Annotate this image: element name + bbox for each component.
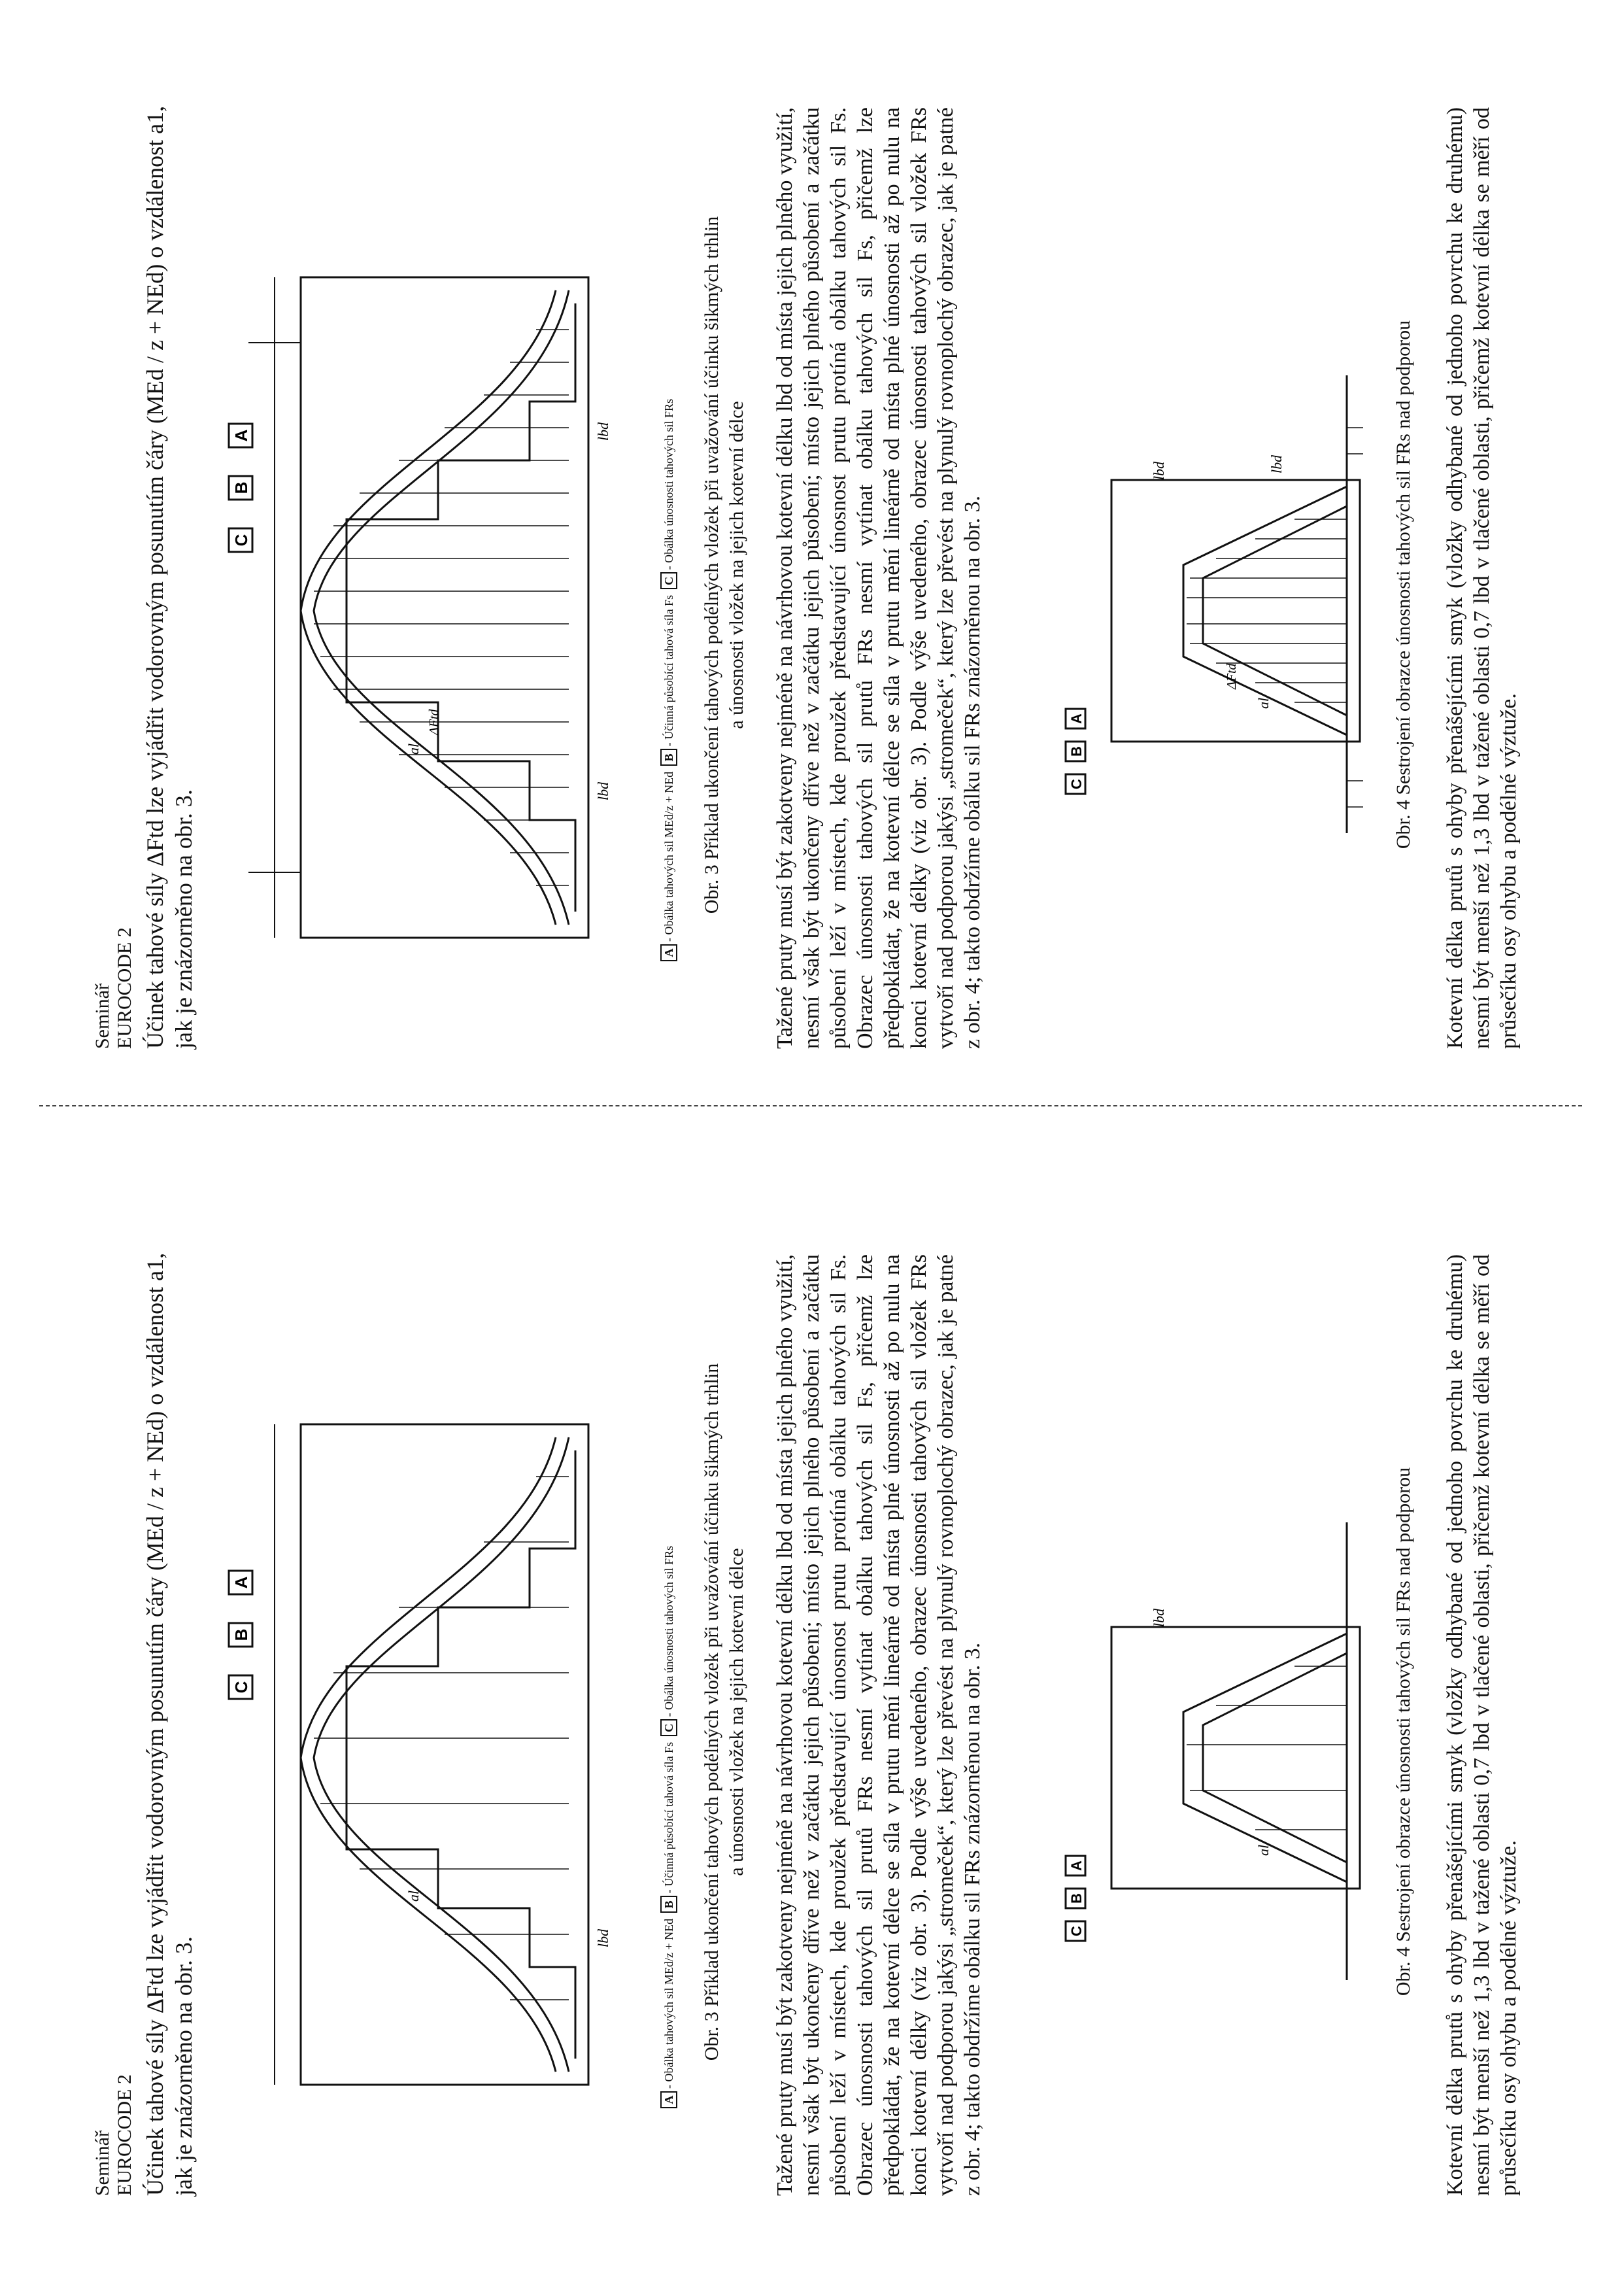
fig3b-lbd-label: lbd (595, 1928, 611, 1947)
page-header-2 (92, 2074, 136, 2196)
legend2-text-c: - Obálka únosnosti tahových sil FRs (662, 1545, 675, 1717)
fig4b-label-a: A (1068, 1860, 1085, 1871)
fig3b-label-c: C (231, 1681, 251, 1694)
fig4-dft-label: ΔFtd (1225, 663, 1239, 689)
fig4-label-a: A (1068, 713, 1085, 724)
legend-text-b: - Účinná působící tahová síla Fs (662, 594, 675, 747)
header-seminar: Seminář (92, 984, 113, 1049)
legend-box-a: A (660, 944, 677, 961)
fig4-caption: Obr. 4 Sestrojení obrazce únosnosti tahových sil FRs nad podporou (1393, 320, 1414, 849)
intro-paragraph: Účinek tahové síly ΔFtd lze vyjádřit vodorovným posunutím čáry (MEd / z + NEd) o vzdálenost a1, jak je znázorněno na obr. 3. (142, 105, 197, 1049)
legend2-box-a: A (660, 2091, 677, 2108)
body-paragraph-anchorage: Tažené pruty musí být zakotveny nejméně na návrhovou kotevní délku lbd od místa jejich plného využití, nesmí však být ukončeny dříve než v začátku jejich působení; místo jejich plného působení a začátku působení leží v místech, kde proužek představující únosnost prutu protíná obálku tahových sil Fs. Obrazec únosnosti tahových sil prutů FRs nesmí vytínat obálku tahových sil Fs, přičemž lze předpokládat, že na kotevní délce se síla v prutu mění lineárně od místa plné únosnosti až po nulu na konci kotevní délky (viz obr. 3). Podle výše uvedeného, obrazec únosnosti tahových sil vložek FRs vytvoří nad podporou jakýsi „stromeček“, který lze převést na plynulý rovnoplochý obrazec, jak je patné z obr. 4; takto obdržíme obálku sil FRs znázorněnou na obr. 3. (773, 107, 985, 1049)
fig3b-label-a: A (231, 1576, 251, 1589)
fig3-dft-label: ΔFtd (427, 709, 441, 735)
fig3-caption-2-line2: a únosnosti vložek na jejich kotevní délce (726, 1548, 747, 1876)
fig3-caption-line1: Obr. 3 Příklad ukončení tahových podélných vložek při uvažování účinku šikmých trhlin (701, 216, 722, 914)
fig3-caption (700, 114, 749, 1016)
document-page-2 (0, 1147, 1624, 2294)
legend-box-b: B (660, 749, 677, 766)
fig4-caption-2: Obr. 4 Sestrojení obrazce únosnosti tahových sil FRs nad podporou (1393, 1467, 1414, 1996)
fig3-caption-2-line1: Obr. 3 Příklad ukončení tahových podélných vložek při uvažování účinku šikmých trhlin (701, 1363, 722, 2061)
legend-text-a: - Obálka tahových sil MEd/z + NEd (662, 771, 675, 942)
legend-text-c: - Obálka únosnosti tahových sil FRs (662, 398, 675, 570)
fig4-al-label: al (1255, 697, 1272, 709)
body-paragraph-anchorage-2: Tažené pruty musí být zakotveny nejméně na návrhovou kotevní délku lbd od místa jejich plného využití, nesmí však být ukončeny dříve než v začátku jejich působení; místo jejich plného působení a začátku působení leží v místech, kde proužek představující únosnost prutu protíná obálku tahových sil Fs. Obrazec únosnosti tahových sil prutů FRs nesmí vytínat obálku tahových sil Fs, přičemž lze předpokládat, že na kotevní délce se síla v prutu mění lineárně od místa plné únosnosti až po nulu na konci kotevní délky (viz obr. 3). Podle výše uvedeného, obrazec únosnosti tahových sil vložek FRs vytvoří nad podporou jakýsi „stromeček“, který lze převést na plynulý rovnoplochý obrazec, jak je patné z obr. 4; takto obdržíme obálku sil FRs znázorněnou na obr. 3. (773, 1254, 985, 2196)
fig4b-lbd-label: lbd (1151, 1608, 1167, 1627)
fig3-label-a: A (231, 429, 251, 442)
fig3-envelope-curve (314, 290, 569, 925)
fig4b-al-label: al (1255, 1844, 1272, 1856)
intro-paragraph-2: Účinek tahové síly ΔFtd lze vyjádřit vodorovným posunutím čáry (MEd / z + NEd) o vzdálenost a1, jak je znázorněno na obr. 3. (142, 1252, 197, 2196)
legend2-text-a: - Obálka tahových sil MEd/z + NEd (662, 1918, 675, 2089)
figure-4-diagram-2 (1059, 1496, 1366, 2019)
figure-3-diagram (222, 264, 647, 951)
rotated-page-2 (0, 1147, 1624, 2294)
fig3-label-b: B (231, 481, 251, 494)
fig3b-al-label: al (405, 1890, 422, 1902)
fig3-al-label: al (405, 743, 422, 755)
fig3-label-c: C (231, 534, 251, 547)
fig3b-label-b: B (231, 1628, 251, 1641)
fig3-caption-line2: a únosnosti vložek na jejich kotevní délce (726, 401, 747, 729)
legend-box-c: C (660, 572, 677, 589)
fig4b-label-b: B (1068, 1893, 1085, 1904)
fig3-lbd-label: lbd (595, 781, 611, 800)
header-seminar-2: Seminář (92, 2131, 113, 2196)
header-eurocode-2: EUROCODE 2 (114, 2074, 135, 2196)
page-header (92, 927, 136, 1049)
body-paragraph-bent-bars-2: Kotevní délka prutů s ohyby přenášejícími smyk (vložky odhybané od jednoho povrchu ke druhému) nesmí být menší než 1,3 lbd v tažené oblasti 0,7 lbd v tlačené oblasti, přičemž kotevní délka se měří od průsečíku osy ohybu a podélné výztuže. (1443, 1254, 1521, 2196)
fig3-caption-2 (700, 1261, 749, 2163)
header-eurocode: EUROCODE 2 (114, 927, 135, 1049)
fig4-lbd-label: lbd (1151, 461, 1167, 480)
fig3-legend (660, 399, 677, 964)
legend2-text-b: - Účinná působící tahová síla Fs (662, 1741, 675, 1894)
legend2-box-c: C (660, 1719, 677, 1736)
fig3-legend-2 (660, 1546, 677, 2111)
fig3-frame (301, 277, 588, 938)
figure-3-diagram-2 (222, 1411, 647, 2098)
scan-copy-bottom (0, 1147, 1624, 2294)
fig4b-label-c: C (1068, 1926, 1085, 1936)
legend2-box-b: B (660, 1896, 677, 1913)
fig4-label-c: C (1068, 779, 1085, 789)
fig4-label-b: B (1068, 746, 1085, 757)
fig4-lbd-label-2: lbd (1268, 454, 1285, 473)
body-paragraph-bent-bars: Kotevní délka prutů s ohyby přenášejícími smyk (vložky odhybané od jednoho povrchu ke druhému) nesmí být menší než 1,3 lbd v tažené oblasti 0,7 lbd v tlačené oblasti, přičemž kotevní délka se měří od průsečíku osy ohybu a podélné výztuže. (1443, 107, 1521, 1049)
fig3-lbd-label-right: lbd (595, 422, 611, 441)
figure-4-diagram (1059, 349, 1366, 872)
